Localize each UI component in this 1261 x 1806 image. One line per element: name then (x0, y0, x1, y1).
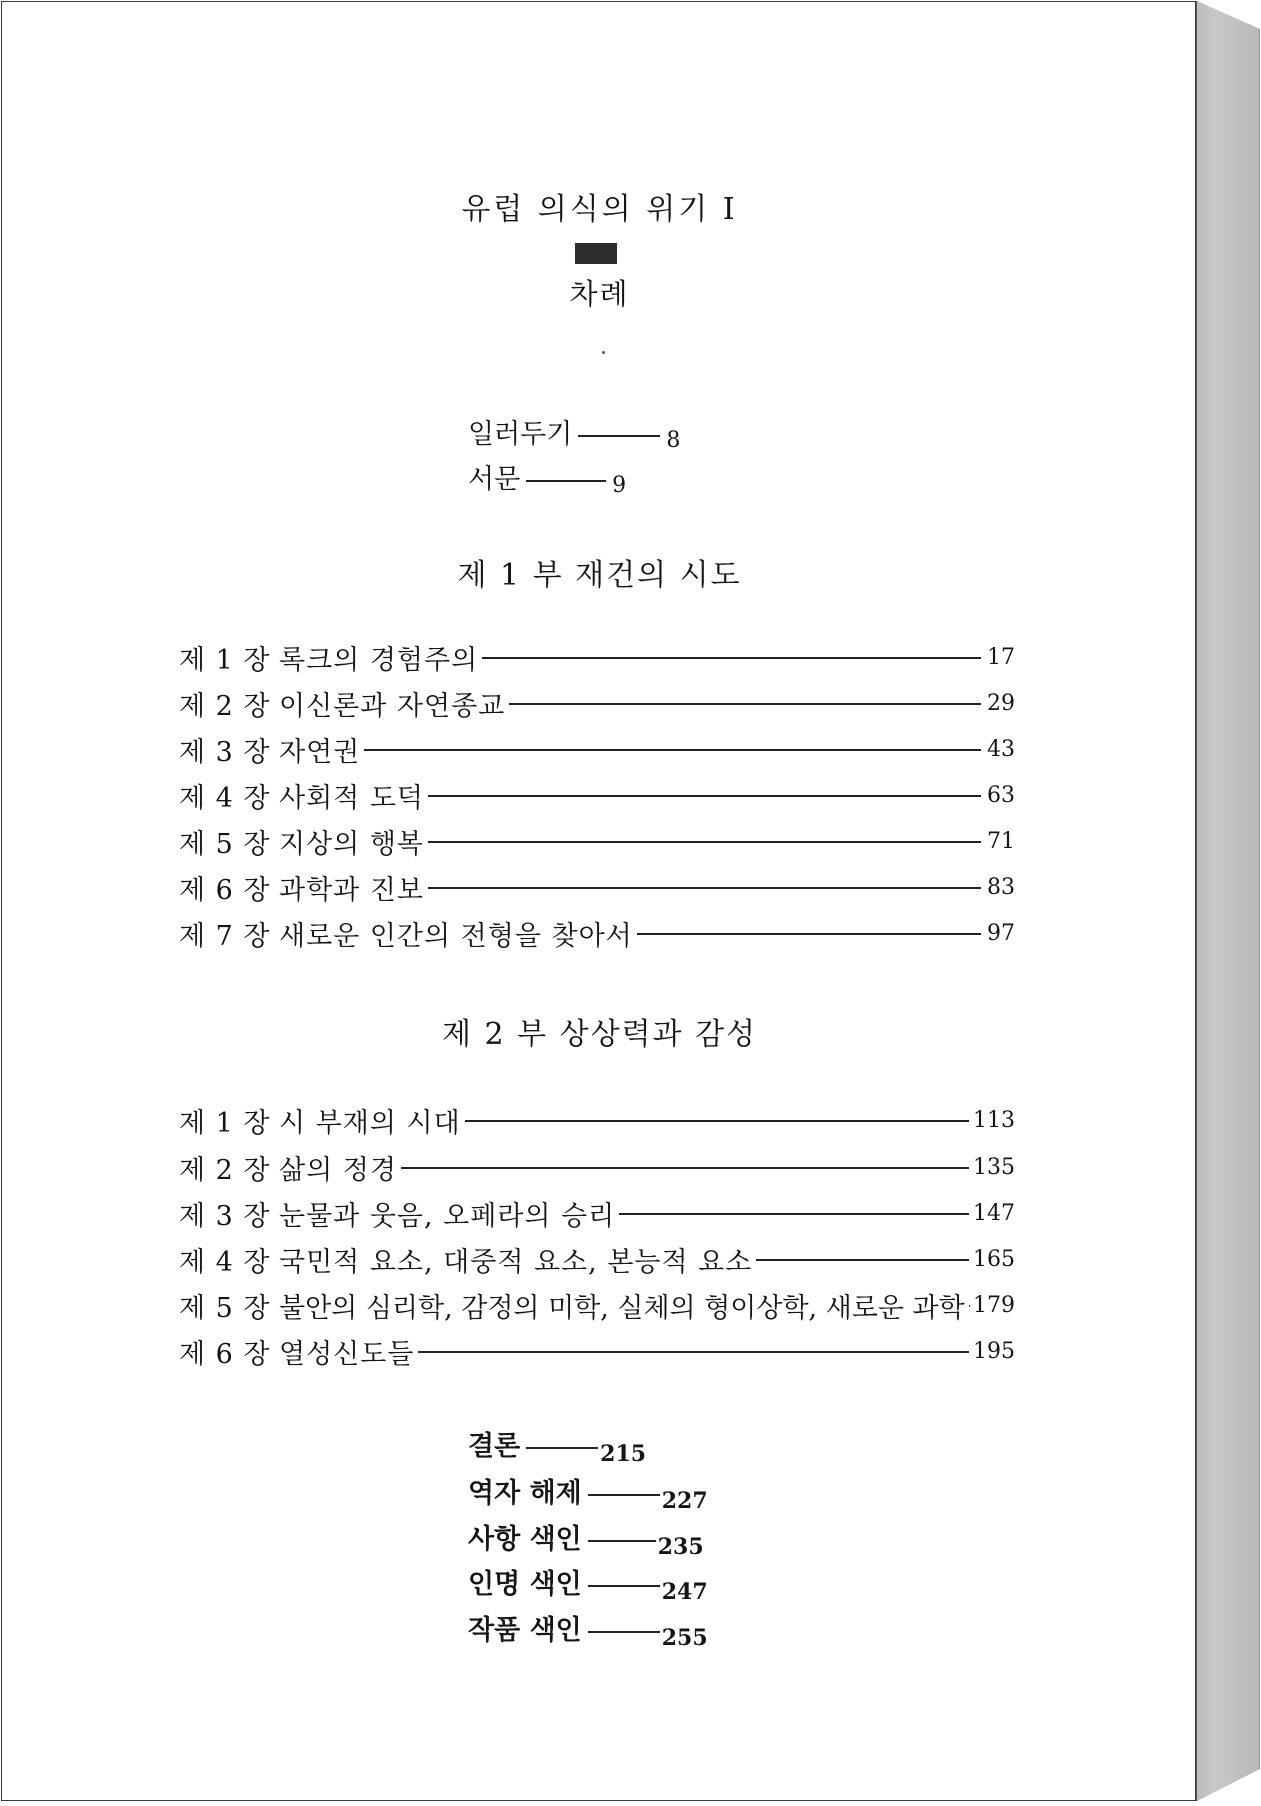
chapter-page: 179 (973, 1292, 1015, 1318)
leader-line (619, 1213, 969, 1215)
chapter-page: 71 (987, 828, 1015, 854)
back-entry-page: 255 (661, 1625, 708, 1651)
leader-line (428, 841, 981, 843)
chapter-page: 135 (973, 1154, 1015, 1180)
leader-line (588, 1631, 660, 1633)
front-entry-page: 8 (666, 428, 681, 453)
chapter-page: 113 (973, 1107, 1015, 1133)
back-entry-page: 215 (600, 1441, 647, 1467)
back-entry-title: 작품 색인 (468, 1615, 582, 1646)
front-entry-preface[interactable] (468, 457, 626, 498)
toc-row[interactable] (179, 777, 1015, 813)
toc-row[interactable] (179, 1241, 1015, 1277)
front-entry-title: 서문 (468, 464, 521, 495)
toc-row[interactable] (179, 915, 1015, 951)
front-entry-title: 일러두기 (468, 419, 573, 450)
back-entry-page: 235 (657, 1534, 704, 1560)
leader-line (526, 1447, 598, 1449)
toc-row[interactable] (179, 869, 1015, 905)
chapter-title: 눈물과 웃음, 오페라의 승리 (279, 1200, 616, 1232)
chapter-number: 제 2 장 (179, 690, 271, 722)
leader-line (428, 887, 981, 889)
leader-line (588, 1494, 660, 1496)
stray-dot (602, 351, 605, 354)
chapter-title: 이신론과 자연종교 (279, 690, 506, 722)
chapter-number: 제 4 장 (179, 1246, 271, 1278)
chapter-title: 불안의 심리학, 감정의 미학, 실체의 형이상학, 새로운 과학 (279, 1292, 965, 1324)
title-ornament-bar (575, 243, 617, 264)
chapter-number: 제 2 장 (179, 1154, 271, 1186)
back-entry-title: 결론 (468, 1431, 521, 1462)
book-side-edge (1197, 1, 1260, 1801)
part-2-title: 제 2 부 상상력과 감성 (441, 1017, 758, 1052)
chapter-page: 63 (987, 782, 1015, 808)
leader-line (588, 1540, 656, 1542)
toc-row[interactable] (179, 823, 1015, 859)
chapter-title: 삶의 정경 (279, 1154, 397, 1186)
back-entry-title: 역자 해제 (468, 1478, 582, 1509)
toc-row[interactable] (179, 1149, 1015, 1185)
chapter-number: 제 1 장 (179, 644, 271, 676)
book-title: 유럽 의식의 위기 I (461, 192, 738, 227)
chapter-title: 록크의 경험주의 (279, 644, 479, 676)
leader-line (482, 657, 981, 659)
chapter-number: 제 6 장 (179, 874, 271, 906)
toc-row[interactable] (179, 1333, 1015, 1369)
chapter-title: 새로운 인간의 전형을 찾아서 (279, 920, 633, 952)
chapter-page: 97 (987, 920, 1015, 946)
leader-line (526, 480, 606, 482)
leader-line (756, 1259, 969, 1261)
back-entry-title: 사항 색인 (468, 1524, 582, 1555)
toc-row[interactable] (179, 1195, 1015, 1231)
leader-line (578, 435, 660, 437)
chapter-number: 제 3 장 (179, 736, 271, 768)
back-entry-page: 247 (661, 1579, 708, 1605)
back-entry-works-index[interactable] (468, 1608, 708, 1651)
chapter-page: 29 (987, 690, 1015, 716)
chapter-title: 사회적 도덕 (279, 782, 424, 814)
chapter-title: 지상의 행복 (279, 828, 424, 860)
chapter-number: 제 4 장 (179, 782, 271, 814)
book-page (1, 1, 1196, 1801)
toc-row[interactable] (179, 1287, 1015, 1323)
chapter-number: 제 5 장 (179, 1292, 271, 1324)
leader-line (465, 1120, 969, 1122)
chapter-title: 열성신도들 (279, 1338, 415, 1370)
chapter-number: 제 5 장 (179, 828, 271, 860)
back-entry-conclusion[interactable] (468, 1424, 646, 1467)
leader-line (428, 795, 981, 797)
chapter-number: 제 6 장 (179, 1338, 271, 1370)
back-entry-title: 인명 색인 (468, 1569, 582, 1600)
chapter-page: 165 (973, 1246, 1015, 1272)
chapter-number: 제 7 장 (179, 920, 271, 952)
chapter-number: 제 3 장 (179, 1200, 271, 1232)
chapter-page: 43 (987, 736, 1015, 762)
toc-row[interactable] (179, 1102, 1015, 1138)
leader-line (401, 1167, 969, 1169)
back-entry-name-index[interactable] (468, 1562, 708, 1605)
chapter-number: 제 1 장 (179, 1107, 271, 1139)
leader-line (418, 1351, 969, 1353)
front-entry-page: 9 (612, 473, 627, 498)
chapter-title: 시 부재의 시대 (279, 1107, 461, 1139)
chapter-page: 147 (973, 1200, 1015, 1226)
toc-row[interactable] (179, 639, 1015, 675)
front-entry-notes[interactable] (468, 412, 680, 453)
chapter-title: 과학과 진보 (279, 874, 424, 906)
back-entry-page: 227 (661, 1488, 708, 1514)
toc-label: 차례 (569, 277, 630, 311)
leader-line (509, 703, 981, 705)
back-entry-subject-index[interactable] (468, 1517, 704, 1560)
back-entry-translator-commentary[interactable] (468, 1471, 708, 1514)
chapter-title: 국민적 요소, 대중적 요소, 본능적 요소 (279, 1246, 753, 1278)
leader-line (588, 1585, 660, 1587)
leader-line (637, 933, 981, 935)
toc-row[interactable] (179, 731, 1015, 767)
chapter-page: 17 (987, 644, 1015, 670)
toc-row[interactable] (179, 685, 1015, 721)
chapter-title: 자연권 (279, 736, 361, 768)
chapter-page: 195 (973, 1338, 1015, 1364)
chapter-page: 83 (987, 874, 1015, 900)
part-1-title: 제 1 부 재건의 시도 (457, 558, 742, 593)
leader-line (364, 749, 981, 751)
